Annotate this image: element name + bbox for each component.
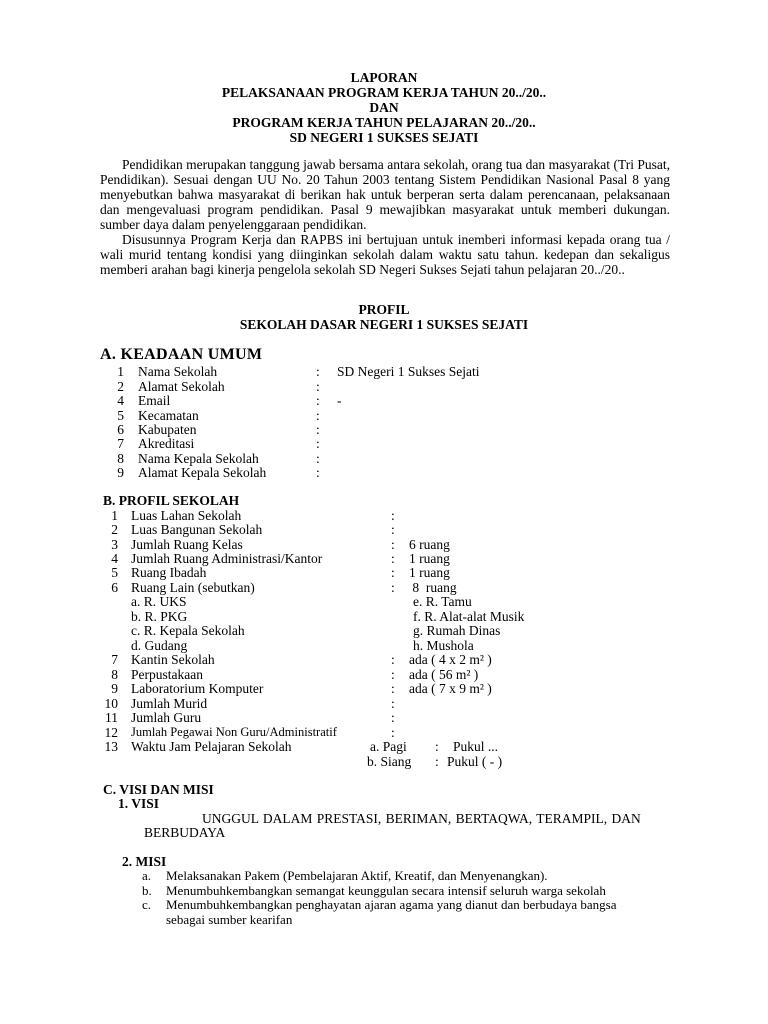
item-label: Ruang Lain (sebutkan) [131,580,255,595]
misi-text: Menumbuhkembangkan semangat keunggulan secara intensif seluruh warga sekolah [166,883,606,898]
sub-item-left: a. R. UKS [131,594,187,609]
item-value: 1 ruang [409,551,450,566]
misi-text: Menumbuhkembangkan penghayatan ajaran agama yang dianut dan berbudaya bangsa sebagai sumber kearifan [166,897,617,927]
pagi-label: a. Pagi [370,739,407,754]
item-number: 8 [111,667,118,682]
misi-heading: 2. MISI [122,854,167,869]
item-number: 2 [111,522,118,537]
item-label: Jumlah Guru [131,710,202,725]
item-number: 5 [111,565,118,580]
item-label: Alamat Kepala Sekolah [138,465,267,480]
visi-heading: 1. VISI [118,796,160,811]
section-b-heading: B. PROFIL SEKOLAH [103,493,240,508]
item-colon: : [316,379,320,394]
sub-item-right: h. Mushola [413,638,474,653]
siang-value: Pukul ( - ) [447,754,503,769]
item-number: 9 [111,681,118,696]
item-label: Luas Bangunan Sekolah [131,522,263,537]
item-colon: : [316,364,320,379]
item-value: 8 ruang [409,580,457,595]
item-number: 2 [117,379,124,394]
item-number: 6 [111,580,118,595]
item-number: 1 [111,508,118,523]
item-label: Email [138,393,171,408]
sub-item-left: d. Gudang [131,638,188,653]
item-number: 12 [104,725,118,740]
item-number: 7 [111,652,118,667]
report-title-line3: DAN [369,100,399,115]
item-colon: : [391,537,395,552]
item-number: 13 [104,739,118,754]
item-label: Alamat Sekolah [138,379,225,394]
item-value: SD Negeri 1 Sukses Sejati [337,364,480,379]
item-label: Nama Kepala Sekolah [138,451,259,466]
item-colon: : [391,696,395,711]
item-label: Ruang Ibadah [131,565,207,580]
intro-text [100,157,670,277]
item-label: Luas Lahan Sekolah [131,508,242,523]
item-colon: : [391,681,395,696]
visi-text-line1: UNGGUL DALAM PRESTASI, BERIMAN, BERTAQWA, TERAMPIL, DAN [202,811,641,826]
item-colon: : [316,393,320,408]
item-number: 1 [117,364,124,379]
misi-letter: b. [142,883,152,898]
section-c-heading: C. VISI DAN MISI [103,782,214,797]
report-title-line4: PROGRAM KERJA TAHUN PELAJARAN 20../20.. [232,115,536,130]
item-value: ada ( 7 x 9 m² ) [409,681,492,696]
report-title-line2: PELAKSANAAN PROGRAM KERJA TAHUN 20../20.. [221,85,547,100]
item-colon: : [316,436,320,451]
report-title: LAPORAN [350,70,418,85]
pagi-colon: : [435,739,439,754]
item-number: 4 [117,393,124,408]
item-colon: : [316,451,320,466]
item-colon: : [391,565,395,580]
item-value: 6 ruang [409,537,450,552]
item-label: Waktu Jam Pelajaran Sekolah [131,739,292,754]
item-label: Jumlah Pegawai Non Guru/Administratif [131,725,337,739]
item-colon: : [391,551,395,566]
siang-label: b. Siang [367,754,412,769]
item-value: ada ( 4 x 2 m² ) [409,652,492,667]
misi-text: Melaksanakan Pakem (Pembelajaran Aktif, Kreatif, dan Menyenangkan). [166,868,548,883]
item-label: Kabupaten [138,422,197,437]
visi-text-line2: BERBUDAYA [144,825,226,840]
item-colon: : [391,667,395,682]
item-label: Laboratorium Komputer [131,681,264,696]
intro-paragraph-1: Pendidikan merupakan tanggung jawab bersama antara sekolah, orang tua dan masyarakat (Tri Pusat, Pendidikan). Sesuai dengan UU No. 20 Tahun 2003 tentang Sistem Pendidikan Nasional Pasal 8 yang menyebutkan bahwa masyarakat di berikan hak untuk berperan serta dalam perencanaan, pelaksanaan dan mengevaluasi program pendidikan. Pasal 9 mewajibkan masyarakat untuk memberi dukungan. sumber daya dalam penyelenggaraan pendidikan. [100,157,670,232]
item-number: 7 [117,436,124,451]
profil-subtitle: SEKOLAH DASAR NEGERI 1 SUKSES SEJATI [239,317,529,332]
item-colon: : [391,652,395,667]
item-colon: : [391,508,395,523]
sub-item-right: e. R. Tamu [413,594,472,609]
item-label: Jumlah Ruang Kelas [131,537,243,552]
item-colon: : [391,522,395,537]
sub-item-left: c. R. Kepala Sekolah [131,623,245,638]
item-colon: : [391,580,395,595]
item-number: 4 [111,551,118,566]
sub-item-left: b. R. PKG [131,609,188,624]
item-label: Kantin Sekolah [131,652,215,667]
item-value: ada ( 56 m² ) [409,667,479,682]
item-label: Jumlah Ruang Administrasi/Kantor [131,551,323,566]
item-colon: : [316,465,320,480]
report-title-line5: SD NEGERI 1 SUKSES SEJATI [289,130,479,145]
pagi-value: Pukul ... [453,739,499,754]
misi-letter: a. [142,868,152,883]
item-number: 3 [111,537,118,552]
siang-colon: : [435,754,439,769]
intro-paragraph-2: Disusunnya Program Kerja dan RAPBS ini bertujuan untuk inemberi informasi kepada orang tua / wali murid tentang kondisi yang diinginkan sekolah dalam waktu satu tahun. kedepan dan sekaligus memberi arahan bagi kinerja pengelola sekolah SD Negeri Sukses Sejati tahun pelajaran 20../20.. [100,232,670,277]
item-number: 11 [105,710,118,725]
item-colon: : [391,725,395,740]
item-value: 1 ruang [409,565,450,580]
item-number: 5 [117,408,124,423]
item-number: 9 [117,465,124,480]
sub-item-right: g. Rumah Dinas [413,623,501,638]
item-label: Akreditasi [138,436,195,451]
sub-item-right: f. R. Alat-alat Musik [413,609,525,624]
item-number: 6 [117,422,124,437]
item-label: Jumlah Murid [131,696,208,711]
item-number: 8 [117,451,124,466]
section-a-heading: A. KEADAAN UMUM [100,346,263,363]
item-label: Perpustakaan [131,667,203,682]
item-number: 10 [104,696,118,711]
item-colon: : [316,422,320,437]
item-colon: : [316,408,320,423]
item-value: - [337,393,342,408]
item-colon: : [391,710,395,725]
item-label: Kecamatan [138,408,199,423]
item-label: Nama Sekolah [138,364,218,379]
profil-title: PROFIL [358,302,410,317]
misi-letter: c. [142,897,152,912]
